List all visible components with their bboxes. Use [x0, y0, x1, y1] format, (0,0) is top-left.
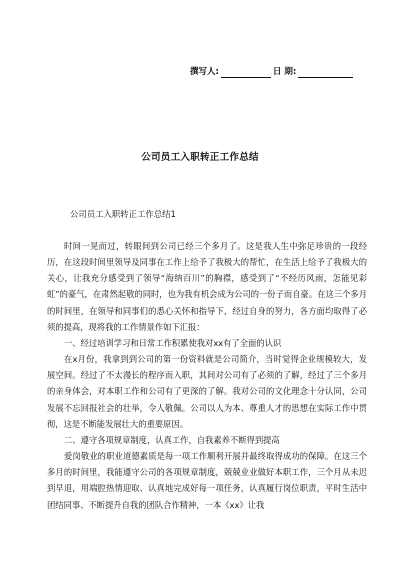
paragraph-one: 在x月份，我拿到到公司的第一份资料就是公司简介，当时觉得企业规模较大，发展空间。经过了不太漫长的程序而入职，其间对公司有了必须的了解，经过了三个多月的亲身体会，对本职工作和公司有了更深的了解。我对公司的文化理念十分认同，公司发展不忘回报社会的壮举，令人敬佩。公司以人为本、尊重人才的思想在实际工作中贯彻，这是不断能发展壮大的重要原因。 — [47, 354, 367, 429]
paragraph-two: 爱岗敬业的职业道德素质是每一项工作顺利开展并最终取得成功的保障。在这三个多月的时间里，我能遵守公司的各项规章制度，兢兢业业做好本职工作，三个月从未迟到早退，用端腔热情迎取、认真地完成好每一项任务，认真履行岗位职责，平时生活中团结同事、不断提升自我的团队合作精神，一本《xx》让我 — [47, 451, 367, 510]
author-label: 撰写人: — [190, 67, 219, 77]
author-date-line — [190, 66, 350, 78]
document-title: 公司员工入职转正工作总结 — [141, 152, 259, 163]
section-subtitle: 公司员工入职转正工作总结1 — [70, 209, 176, 219]
date-blank — [298, 68, 353, 78]
paragraph-intro: 时间一晃而过，转眼间到公司已经三个多月了。这是我人生中弥足珍贵的一段经历，在这段时间里领导及同事在工作上给予了我极大的帮忙，在生活上给予了我极大的关心，让我充分感受到了领导“海纳百川”的胸襟，感受到了“不经历风雨，怎能见彩虹”的豪气，在肃然起敬的同时，也为我有机会成为公司的一份子而自豪。在这三个多月的时间里，在领导和同事们的悉心关怀和指导下，经过自身的努力，各方面均取得了必须的提高，现将我的工作情景作如下汇报： — [47, 241, 367, 332]
document-body — [47, 238, 367, 513]
date-label: 日 期: — [272, 67, 297, 77]
heading-two: 二、遵守各项规章制度，认真工作，自我素养不断得到提高 — [64, 434, 280, 445]
heading-one: 一、经过培训学习和日常工作积累使我对xx有了全面的认识 — [64, 337, 282, 348]
author-blank — [221, 68, 271, 78]
